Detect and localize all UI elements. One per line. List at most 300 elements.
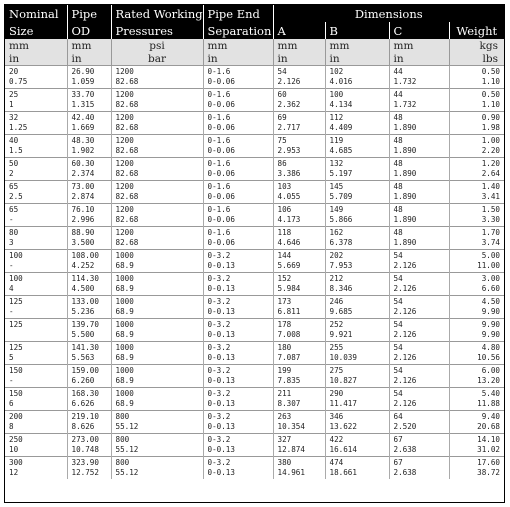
unit-cell: mm — [389, 39, 449, 52]
table-cell: 114.30 — [67, 273, 111, 285]
table-cell: 0-3.2 — [203, 273, 273, 285]
table-cell: 0-3.2 — [203, 365, 273, 377]
table-cell: 68.9 — [111, 307, 203, 319]
table-row-metric — [5, 296, 504, 308]
table-row-imperial — [5, 169, 504, 181]
table-cell: 5.984 — [273, 284, 325, 296]
table-cell: 212 — [325, 273, 389, 285]
table-cell: 162 — [325, 227, 389, 239]
header-a: A — [273, 22, 325, 39]
table-cell: 68.9 — [111, 399, 203, 411]
table-cell: 1.669 — [67, 123, 111, 135]
table-cell: 3 — [5, 238, 67, 250]
table-cell: 82.68 — [111, 169, 203, 181]
table-cell: 2.126 — [273, 77, 325, 89]
table-cell: 48 — [389, 181, 449, 193]
table-cell: 252 — [325, 319, 389, 331]
table-cell: 8.346 — [325, 284, 389, 296]
unit-cell: mm — [5, 39, 67, 52]
table-cell: 149 — [325, 204, 389, 216]
table-cell: 1.732 — [389, 100, 449, 112]
table-cell: 2.20 — [481, 146, 500, 155]
table-cell: 100 — [325, 89, 389, 101]
table-cell: 33.70 — [67, 89, 111, 101]
unit-cell: in — [5, 52, 67, 66]
table-row-imperial — [5, 192, 504, 204]
table-cell: 106 — [273, 204, 325, 216]
table-cell: 1.10 — [481, 77, 500, 86]
table-cell: 54 — [389, 365, 449, 377]
table-row-imperial — [5, 330, 504, 342]
table-cell: 2.126 — [389, 284, 449, 296]
table-cell: 54 — [273, 66, 325, 78]
table-cell: 54 — [389, 342, 449, 354]
table-cell: 9.921 — [325, 330, 389, 342]
table-cell: 202 — [325, 250, 389, 262]
table-row-metric — [5, 411, 504, 423]
table-cell: 246 — [325, 296, 389, 308]
table-cell: 31.02 — [477, 445, 500, 454]
table-cell: 82.68 — [111, 238, 203, 250]
table-cell: 2.953 — [273, 146, 325, 158]
header-pipe: Pipe — [67, 5, 111, 22]
table-cell: 2.5 — [5, 192, 67, 204]
table-cell: 8.626 — [67, 422, 111, 434]
table-cell — [5, 330, 67, 342]
table-cell: 9.90 — [449, 319, 504, 331]
table-cell: 323.90 — [67, 457, 111, 469]
header-row-1 — [5, 5, 504, 22]
table-cell: 0-1.6 — [203, 112, 273, 124]
table-cell: 1200 — [111, 135, 203, 147]
table-row-metric — [5, 66, 504, 78]
table-cell: 1200 — [111, 227, 203, 239]
table-cell: 0-0.06 — [203, 169, 273, 181]
table-body — [5, 66, 504, 480]
table-row-metric — [5, 273, 504, 285]
table-row-imperial — [5, 284, 504, 296]
table-cell: 7.835 — [273, 376, 325, 388]
table-cell: 2.126 — [389, 307, 449, 319]
table-cell: 6 — [5, 399, 67, 411]
table-cell: 0-0.06 — [203, 238, 273, 250]
table-row-metric — [5, 112, 504, 124]
unit-cell: mm — [203, 39, 273, 52]
table-cell: 13.622 — [325, 422, 389, 434]
table-cell: 13.20 — [477, 376, 500, 385]
table-row-imperial — [5, 146, 504, 158]
table-cell: 0-1.6 — [203, 204, 273, 216]
table-cell: 1.40 — [449, 181, 504, 193]
table-cell: 4.80 — [449, 342, 504, 354]
table-cell: 8.307 — [273, 399, 325, 411]
table-cell: 82.68 — [111, 100, 203, 112]
table-cell: 1.890 — [389, 215, 449, 227]
table-cell: 1200 — [111, 112, 203, 124]
table-cell: 5.563 — [67, 353, 111, 365]
table-row-metric — [5, 319, 504, 331]
table-cell: 168.30 — [67, 388, 111, 400]
table-cell: 48 — [389, 204, 449, 216]
table-cell: 263 — [273, 411, 325, 423]
table-cell: 0-0.06 — [203, 123, 273, 135]
table-cell: 54 — [389, 273, 449, 285]
table-cell: 474 — [325, 457, 389, 469]
unit-cell: in — [389, 52, 449, 66]
table-cell: 14.10 — [449, 434, 504, 446]
table-cell: 73.00 — [67, 181, 111, 193]
table-cell: 4 — [5, 284, 67, 296]
table-cell: 0-0.13 — [203, 399, 273, 411]
table-cell: 1.98 — [481, 123, 500, 132]
table-cell: 0-0.13 — [203, 376, 273, 388]
table-cell: 6.626 — [67, 399, 111, 411]
table-cell: 1.890 — [389, 146, 449, 158]
table-cell: 6.811 — [273, 307, 325, 319]
table-cell: 0-0.06 — [203, 215, 273, 227]
table-cell: 1.902 — [67, 146, 111, 158]
table-cell: 55.12 — [111, 422, 203, 434]
table-cell: 199 — [273, 365, 325, 377]
table-cell: 0-3.2 — [203, 342, 273, 354]
table-cell: 1.732 — [389, 77, 449, 89]
specification-table-frame — [4, 4, 505, 503]
table-cell: 55.12 — [111, 468, 203, 479]
table-cell: 48.30 — [67, 135, 111, 147]
table-cell: 55.12 — [111, 445, 203, 457]
table-cell: 44 — [389, 89, 449, 101]
table-cell: 26.90 — [67, 66, 111, 78]
table-cell: 327 — [273, 434, 325, 446]
table-cell: 1.20 — [449, 158, 504, 170]
table-cell: 5.669 — [273, 261, 325, 273]
table-cell: 380 — [273, 457, 325, 469]
table-cell: 10.827 — [325, 376, 389, 388]
table-cell: 65 — [5, 181, 67, 193]
table-cell: 0-3.2 — [203, 434, 273, 446]
table-cell: 1200 — [111, 204, 203, 216]
table-cell: 800 — [111, 411, 203, 423]
units-imperial-row — [5, 52, 504, 66]
table-row-imperial — [5, 261, 504, 273]
table-cell: 0-0.13 — [203, 422, 273, 434]
table-cell: 12.874 — [273, 445, 325, 457]
table-cell: 54 — [389, 388, 449, 400]
table-cell: 2.374 — [67, 169, 111, 181]
table-row-metric — [5, 89, 504, 101]
table-cell: 0-3.2 — [203, 411, 273, 423]
table-cell: 67 — [389, 434, 449, 446]
table-row-imperial — [5, 468, 504, 479]
table-cell: 9.90 — [481, 307, 500, 316]
table-cell: 60.30 — [67, 158, 111, 170]
table-cell: 118 — [273, 227, 325, 239]
table-cell: 152 — [273, 273, 325, 285]
table-cell: 1200 — [111, 181, 203, 193]
table-row-imperial — [5, 123, 504, 135]
table-cell: 1.5 — [5, 146, 67, 158]
table-cell: 2.362 — [273, 100, 325, 112]
table-row-imperial — [5, 77, 504, 89]
table-cell: 1200 — [111, 66, 203, 78]
table-cell: 6.60 — [481, 284, 500, 293]
table-row-metric — [5, 250, 504, 262]
table-cell: 1.70 — [449, 227, 504, 239]
header-pressures: Pressures — [111, 22, 203, 39]
table-cell: - — [5, 261, 67, 273]
table-cell: 0-0.13 — [203, 353, 273, 365]
header-dimensions: Dimensions — [273, 5, 504, 22]
table-cell: 5.00 — [449, 250, 504, 262]
unit-cell: psi — [111, 39, 203, 52]
table-cell: 5.866 — [325, 215, 389, 227]
table-cell: 100 — [5, 250, 67, 262]
table-cell: 125 — [5, 319, 67, 331]
table-row-metric — [5, 135, 504, 147]
table-cell: - — [5, 307, 67, 319]
unit-cell: lbs — [449, 52, 504, 66]
table-cell: 11.00 — [477, 261, 500, 270]
table-cell: 2.874 — [67, 192, 111, 204]
table-cell: 0-3.2 — [203, 250, 273, 262]
unit-cell: in — [273, 52, 325, 66]
table-cell: 0-0.13 — [203, 307, 273, 319]
table-cell: 16.614 — [325, 445, 389, 457]
table-cell: 5.197 — [325, 169, 389, 181]
table-cell: 0-0.06 — [203, 192, 273, 204]
table-cell: 10.354 — [273, 422, 325, 434]
table-cell: 86 — [273, 158, 325, 170]
unit-cell: kgs — [449, 39, 504, 52]
table-cell: 1000 — [111, 365, 203, 377]
table-cell: 0-1.6 — [203, 135, 273, 147]
table-cell: 9.40 — [449, 411, 504, 423]
table-cell: 273.00 — [67, 434, 111, 446]
table-cell: 144 — [273, 250, 325, 262]
table-row-imperial — [5, 376, 504, 388]
table-row-imperial — [5, 399, 504, 411]
unit-cell: in — [325, 52, 389, 66]
table-cell: 4.252 — [67, 261, 111, 273]
table-cell: 82.68 — [111, 123, 203, 135]
table-cell: 2.64 — [481, 169, 500, 178]
table-cell: 82.68 — [111, 192, 203, 204]
table-row-metric — [5, 434, 504, 446]
header-row-2 — [5, 22, 504, 39]
table-cell: 1.50 — [449, 204, 504, 216]
table-cell: 2.126 — [389, 376, 449, 388]
table-cell: 20.68 — [477, 422, 500, 431]
table-cell: 5.40 — [449, 388, 504, 400]
table-cell: 67 — [389, 457, 449, 469]
table-cell: 4.50 — [449, 296, 504, 308]
table-cell: 0.50 — [449, 89, 504, 101]
table-cell: 11.417 — [325, 399, 389, 411]
table-cell: 3.00 — [449, 273, 504, 285]
table-cell: 54 — [389, 319, 449, 331]
table-cell: 4.685 — [325, 146, 389, 158]
table-cell: 800 — [111, 457, 203, 469]
table-cell: 17.60 — [449, 457, 504, 469]
table-cell: 1.25 — [5, 123, 67, 135]
table-cell: 1000 — [111, 296, 203, 308]
table-cell: 1000 — [111, 342, 203, 354]
table-cell: 0-0.13 — [203, 468, 273, 479]
table-cell: 48 — [389, 112, 449, 124]
table-cell: 0-1.6 — [203, 181, 273, 193]
header-separation: Separation — [203, 22, 273, 39]
table-row-metric — [5, 158, 504, 170]
table-cell: 1.890 — [389, 192, 449, 204]
table-cell: 60 — [273, 89, 325, 101]
table-cell: 38.72 — [477, 468, 500, 477]
table-cell: 75 — [273, 135, 325, 147]
table-cell: 7.008 — [273, 330, 325, 342]
table-cell: 103 — [273, 181, 325, 193]
table-cell: 76.10 — [67, 204, 111, 216]
table-row-imperial — [5, 100, 504, 112]
table-cell: 4.173 — [273, 215, 325, 227]
table-cell: 1000 — [111, 273, 203, 285]
table-cell: 0-0.06 — [203, 100, 273, 112]
table-cell: 68.9 — [111, 330, 203, 342]
table-cell: 54 — [389, 250, 449, 262]
table-cell: 0-0.13 — [203, 445, 273, 457]
table-cell: 5.500 — [67, 330, 111, 342]
table-cell: 68.9 — [111, 261, 203, 273]
table-row-metric — [5, 342, 504, 354]
table-cell: 0.75 — [5, 77, 67, 89]
header-pipe-end: Pipe End — [203, 5, 273, 22]
table-cell: 3.386 — [273, 169, 325, 181]
table-cell: 178 — [273, 319, 325, 331]
table-cell: 133.00 — [67, 296, 111, 308]
table-cell: 1.10 — [481, 100, 500, 109]
table-row-metric — [5, 388, 504, 400]
table-cell: 4.016 — [325, 77, 389, 89]
table-cell: 141.30 — [67, 342, 111, 354]
table-cell: 422 — [325, 434, 389, 446]
unit-cell: in — [203, 52, 273, 66]
table-cell: 9.685 — [325, 307, 389, 319]
table-cell: 0-1.6 — [203, 158, 273, 170]
table-cell: 42.40 — [67, 112, 111, 124]
table-cell: 1 — [5, 100, 67, 112]
table-cell: 3.74 — [481, 238, 500, 247]
pipe-dimensions-table — [5, 5, 504, 479]
table-cell: 48 — [389, 135, 449, 147]
table-cell: 6.378 — [325, 238, 389, 250]
table-cell: 112 — [325, 112, 389, 124]
table-cell: 1.315 — [67, 100, 111, 112]
table-row-imperial — [5, 307, 504, 319]
table-cell: 2.126 — [389, 330, 449, 342]
table-cell: 1.890 — [389, 238, 449, 250]
table-cell: 211 — [273, 388, 325, 400]
table-cell: 145 — [325, 181, 389, 193]
table-cell: 250 — [5, 434, 67, 446]
table-cell: 3.41 — [481, 192, 500, 201]
table-row-imperial — [5, 238, 504, 250]
table-cell: 173 — [273, 296, 325, 308]
table-cell: 0-0.06 — [203, 146, 273, 158]
table-cell: 1000 — [111, 319, 203, 331]
header-b: B — [325, 22, 389, 39]
table-cell: 2.638 — [389, 445, 449, 457]
table-cell: 5.709 — [325, 192, 389, 204]
header-weight: Weight — [449, 22, 504, 39]
table-cell: 11.88 — [477, 399, 500, 408]
table-cell: 68.9 — [111, 284, 203, 296]
table-cell: 65 — [5, 204, 67, 216]
table-cell: 0-1.6 — [203, 89, 273, 101]
table-cell: 32 — [5, 112, 67, 124]
table-cell: 2.996 — [67, 215, 111, 227]
table-cell: 4.500 — [67, 284, 111, 296]
table-cell: 0-0.13 — [203, 330, 273, 342]
table-cell: 108.00 — [67, 250, 111, 262]
table-row-metric — [5, 227, 504, 239]
table-row-imperial — [5, 353, 504, 365]
table-cell: 1000 — [111, 388, 203, 400]
table-cell: 300 — [5, 457, 67, 469]
table-cell: 88.90 — [67, 227, 111, 239]
table-cell: 132 — [325, 158, 389, 170]
table-cell: 12 — [5, 468, 67, 479]
table-cell: 0-3.2 — [203, 319, 273, 331]
table-cell: 40 — [5, 135, 67, 147]
table-cell: 2.126 — [389, 261, 449, 273]
unit-cell: in — [67, 52, 111, 66]
table-cell: 100 — [5, 273, 67, 285]
table-cell: 200 — [5, 411, 67, 423]
table-cell: 25 — [5, 89, 67, 101]
table-cell: 12.752 — [67, 468, 111, 479]
header-c: C — [389, 22, 449, 39]
table-cell: - — [5, 376, 67, 388]
table-cell: 219.10 — [67, 411, 111, 423]
table-cell: - — [5, 215, 67, 227]
table-cell: 0-3.2 — [203, 457, 273, 469]
table-cell: 82.68 — [111, 77, 203, 89]
table-cell: 4.646 — [273, 238, 325, 250]
header-size: Size — [5, 22, 67, 39]
table-cell: 2.126 — [389, 399, 449, 411]
table-cell: 2.717 — [273, 123, 325, 135]
table-cell: 10.56 — [477, 353, 500, 362]
table-cell: 7.087 — [273, 353, 325, 365]
table-cell: 50 — [5, 158, 67, 170]
table-cell: 255 — [325, 342, 389, 354]
table-cell: 7.953 — [325, 261, 389, 273]
table-cell: 82.68 — [111, 215, 203, 227]
table-cell: 10 — [5, 445, 67, 457]
table-cell: 2.126 — [389, 353, 449, 365]
header-rated-working: Rated Working — [111, 5, 203, 22]
table-cell: 150 — [5, 365, 67, 377]
table-cell: 275 — [325, 365, 389, 377]
table-cell: 5.236 — [67, 307, 111, 319]
table-cell: 6.260 — [67, 376, 111, 388]
table-cell: 8 — [5, 422, 67, 434]
table-cell: 64 — [389, 411, 449, 423]
table-row-metric — [5, 181, 504, 193]
header-od: OD — [67, 22, 111, 39]
table-cell: 2 — [5, 169, 67, 181]
table-cell: 4.055 — [273, 192, 325, 204]
table-cell: 3.30 — [481, 215, 500, 224]
unit-cell: mm — [67, 39, 111, 52]
